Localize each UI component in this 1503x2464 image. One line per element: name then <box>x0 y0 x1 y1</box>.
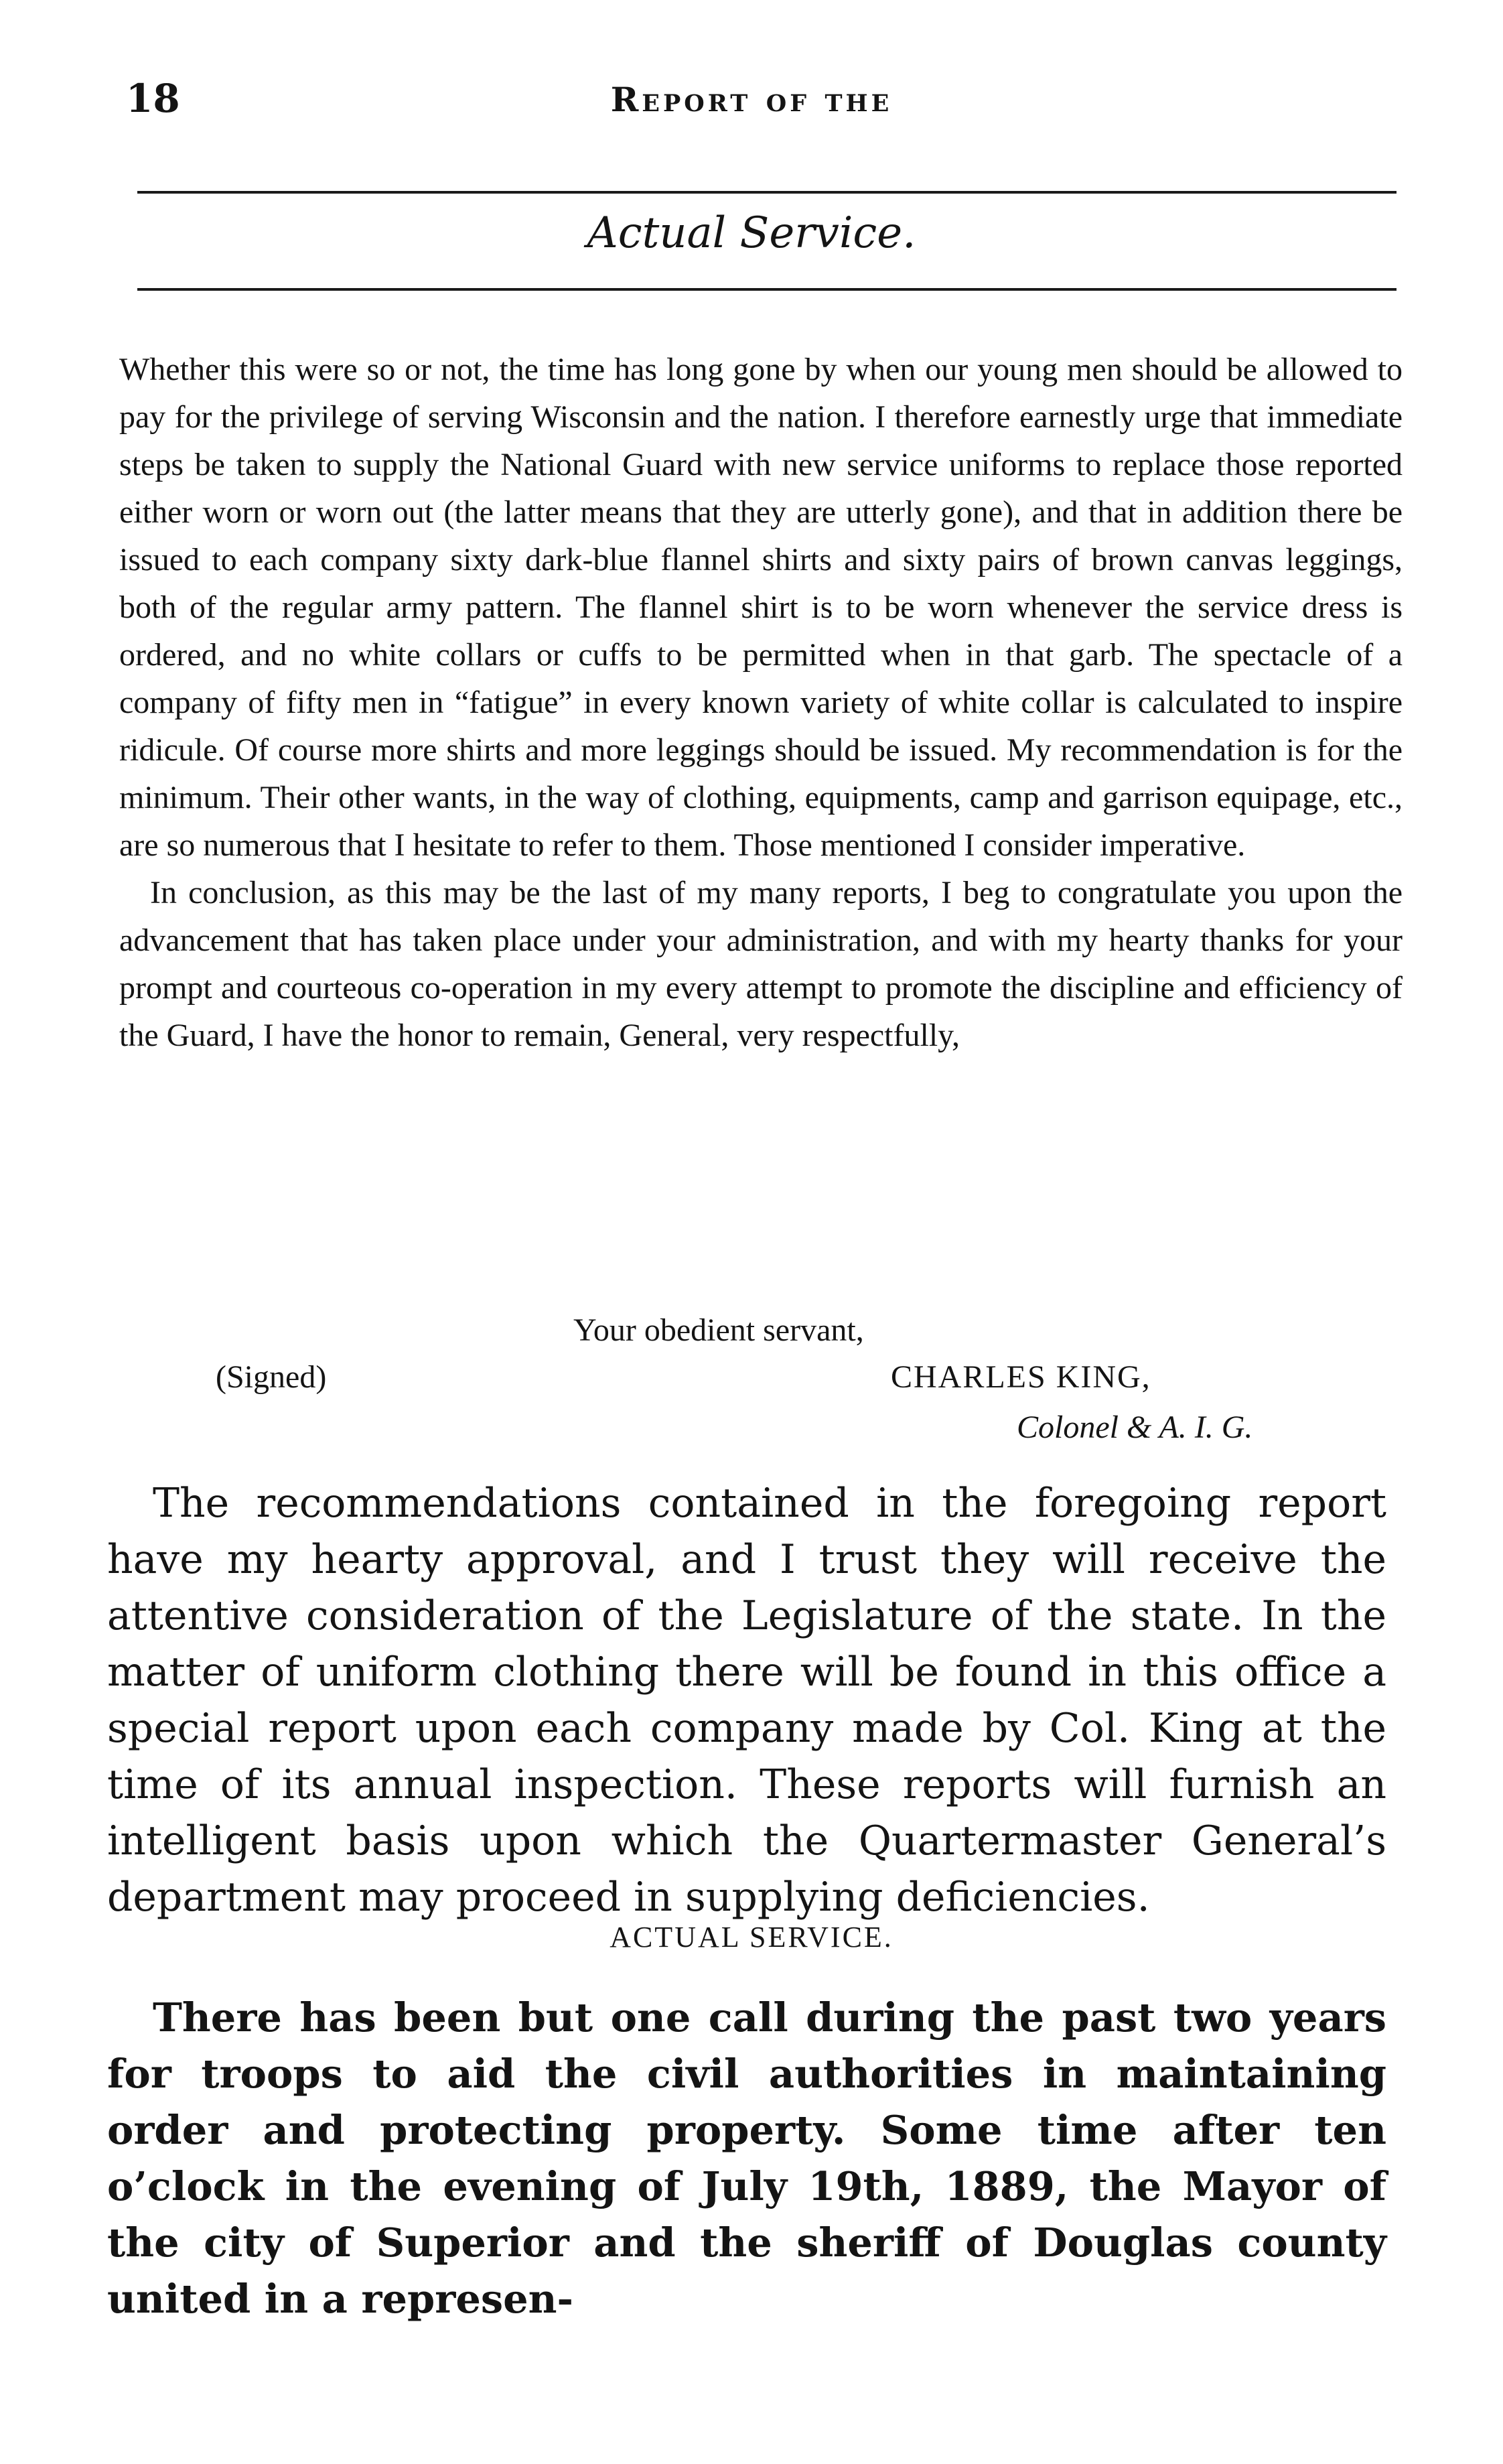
bottom-rule <box>137 288 1397 291</box>
report-paragraph: Whether this were so or not, the time has long gone by when our young men should be allowed to pay for the privilege of serving Wisconsin and the nation. I therefore earnestly urge that immediate steps be taken to supply the National Guard with new service uniforms to replace those reported either worn or worn out (the latter means that they are utterly gone), and that in addition there be issued to each company sixty dark-blue flannel shirts and sixty pairs of brown canvas leggings, both of the regular army pattern. The flannel shirt is to be worn whenever the service dress is ordered, and no white collars or cuffs to be permitted when in that garb. The spectacle of a company of fifty men in “fatigue” in every known variety of white collar is calculated to inspire ridicule. Of course more shirts and more leggings should be issued. My recommendation is for the minimum. Their other wants, in the way of clothing, equipments, camp and garrison equipage, etc., are so numerous that I hesitate to refer to them. Those mentioned I consider imperative. <box>119 352 1403 863</box>
actual-service-heading: ACTUAL SERVICE. <box>610 1921 893 1954</box>
actual-service-section <box>107 1990 1386 2327</box>
closing-line: Your obedient servant, <box>573 1312 864 1348</box>
report-paragraph: In conclusion, as this may be the last of my many reports, I beg to congratulate you upon the advancement that has taken place under your administration, and with my hearty thanks for your prompt and courteous co-operation in my every attempt to promote the discipline and efficiency of the Guard, I have the honor to remain, General, very respectfully, <box>119 875 1403 1053</box>
approval-section <box>107 1475 1386 1925</box>
signer-name: CHARLES KING, <box>891 1359 1151 1395</box>
signer-title: Colonel & A. I. G. <box>1017 1410 1253 1445</box>
page-number: 18 <box>126 76 180 121</box>
signed-label: (Signed) <box>216 1359 327 1395</box>
report-excerpt <box>119 346 1403 1059</box>
top-rule <box>137 191 1397 194</box>
section-header: Actual Service. <box>587 208 916 258</box>
approval-paragraph: The recommendations contained in the foregoing report have my hearty approval, and I trust they will receive the attentive consideration of the Legislature of the state. In the matter of uniform clothing there will be found in this office a special report upon each company made by Col. King at the time of its annual inspection. These reports will furnish an intelligent basis upon which the Quartermaster General’s department may proceed in supplying deficiencies. <box>107 1480 1386 1921</box>
actual-service-paragraph: There has been but one call during the past two years for troops to aid the civil authorities in maintaining order and protecting property. Some time after ten o’clock in the evening of July 19th, 1889, the Mayor of the city of Superior and the sheriff of Douglas county united in a represen- <box>107 1994 1386 2322</box>
running-head: Report of the <box>610 80 893 119</box>
